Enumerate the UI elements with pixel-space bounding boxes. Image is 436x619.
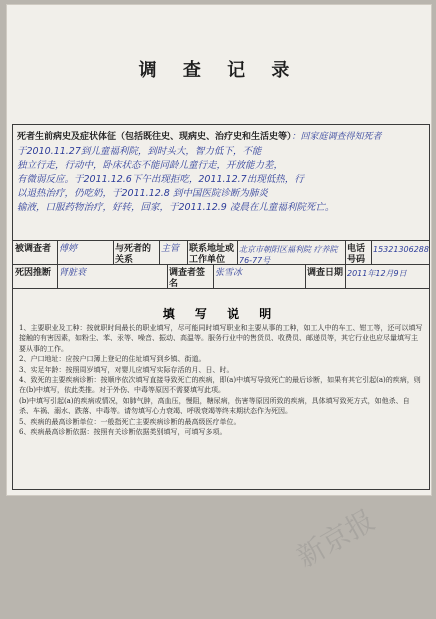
symptoms-text-1: 于2010.11.27到儿童福利院，到时头大，智力低下，不能 bbox=[17, 146, 262, 157]
instruction-item: 5、疾病的最高诊断单位：一般指死亡主要疾病诊断的最高级医疗单位。 bbox=[19, 417, 241, 426]
watermark: 新京报 bbox=[291, 503, 381, 574]
cause-row bbox=[13, 264, 429, 289]
date-value: 2011年12月9日 bbox=[347, 269, 407, 278]
instruction-item: 2、户口地址：应按户口簿上登记的住址填写到乡镇、街道。 bbox=[19, 355, 206, 364]
document-sheet bbox=[6, 4, 432, 574]
instruction-item: 4、致死的主要疾病诊断：按顺序依次填写直接导致死亡的疾病，即(a)中填写导致死亡的最后诊断，如果有其它引起(a)的疾病，则在(b)中填写，依此类推。对于外伤、中毒等原因不需要填写此项。 bbox=[19, 376, 421, 395]
symptoms-text-3: 有微弱反应。于2011.12.6下午出现拒吃，2011.12.7出现低热，行 bbox=[17, 174, 304, 185]
phone-label: 电话号码 bbox=[347, 244, 366, 265]
form-frame bbox=[12, 124, 430, 574]
symptoms-text-5: 输液，口服药物治疗，好转，回家，于2011.12.9 凌晨在儿童福利院死亡。 bbox=[17, 202, 335, 213]
investigator-label: 调查者签名 bbox=[169, 268, 206, 289]
relation-value: 主管 bbox=[161, 244, 180, 254]
symptoms-label: 死者生前病史及症状体征（包括既往史、现病史、治疗史和生活史等）：回家庭调查得知死者 bbox=[17, 132, 382, 142]
informant-name: 傅婷 bbox=[59, 244, 78, 254]
cause-label: 死因推断 bbox=[15, 268, 52, 278]
instructions bbox=[19, 323, 423, 437]
date-label: 调查日期 bbox=[307, 268, 344, 278]
address-label: 联系地址或工作单位 bbox=[189, 244, 235, 265]
instruction-item: 1、主要职业及工种：按就职时间最长的职业填写，尽可能同时填写职业和主要从事的工种，如工人中的车工、钳工等，还可以填写接触的有害因素，如粉尘、苯、汞等、噪音、振动、高温等。服务行业中的售货员、收费员、邮递员等，其它行业也应尽量填写主要从事的工作。 bbox=[19, 324, 423, 353]
phone-value: 15321306288 bbox=[373, 245, 429, 254]
relation-label: 与死者的关系 bbox=[115, 244, 152, 265]
instruction-item: 3、实足年龄：按照周岁填写，对婴儿应填写实际存活的月、日、时。 bbox=[19, 365, 234, 374]
symptoms-text-2: 独立行走，行动中，卧床状态不能同龄儿童行走，开放能力差， bbox=[17, 160, 284, 171]
instruction-item: (b)中填写引起(a)的疾病或情况，如肺气肿，高血压，慢阻，糖尿病，伤害等原因所致的疾病，具体填写致死方式，如他杀、自杀、车祸、溺水、跌落、中毒等。请勿填写心力衰竭、呼吸衰竭等终末期状态作为死因。 bbox=[19, 396, 410, 416]
instructions-title: 填 写 说 明 bbox=[162, 307, 280, 321]
cause-value: 肾脏衰 bbox=[59, 268, 87, 278]
instruction-item: 6、疾病最高诊断依据：按照有关诊断依据类别填写，可填写多项。 bbox=[19, 428, 227, 437]
investigator-value: 张雪冰 bbox=[215, 268, 243, 278]
symptoms-text-0: ：回家庭调查得知死者 bbox=[291, 132, 382, 142]
symptoms-text-4: 以退热治疗，仍吃奶，于2011.12.8 到中国医院诊断为肺炎 bbox=[17, 188, 268, 199]
informant-label: 被调查者 bbox=[15, 244, 52, 254]
informant-row bbox=[13, 240, 429, 265]
symptoms-section bbox=[13, 125, 429, 241]
document-title: 调 查 记 录 bbox=[138, 60, 300, 81]
address-value: 北京市朝阳区福利院 疗养院 76-77号 bbox=[239, 245, 338, 265]
